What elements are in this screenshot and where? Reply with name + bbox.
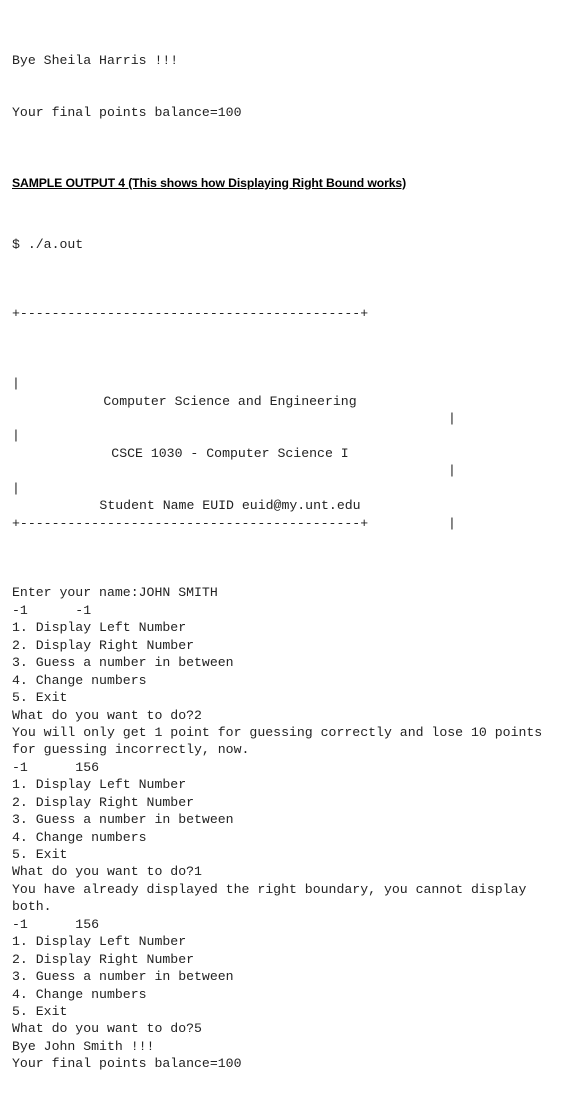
banner-bar-left: | bbox=[12, 428, 20, 444]
transcript-line: 2. Display Right Number bbox=[12, 951, 195, 967]
transcript-line: 5. Exit bbox=[12, 847, 68, 863]
banner-border-bottom: +-------------------------------------------+ bbox=[12, 515, 369, 531]
transcript-line: 2. Display Right Number bbox=[12, 637, 195, 653]
document-page bbox=[12, 17, 584, 1108]
transcript-lines bbox=[12, 584, 584, 1072]
banner-bar-right: | bbox=[448, 515, 456, 531]
transcript-line: 3. Guess a number in between bbox=[12, 655, 234, 671]
transcript-line: What do you want to do?5 bbox=[12, 1021, 202, 1037]
transcript-line: Enter your name:JOHN SMITH bbox=[12, 585, 218, 601]
console-output-block bbox=[12, 201, 584, 1108]
transcript-line: 3. Guess a number in between bbox=[12, 969, 234, 985]
previous-output-block bbox=[12, 17, 584, 157]
transcript-line: 5. Exit bbox=[12, 690, 68, 706]
banner-bar-right: | bbox=[448, 463, 456, 479]
transcript-line: 4. Change numbers bbox=[12, 829, 147, 845]
transcript-line: both. bbox=[12, 899, 52, 915]
transcript-line: -1 156 bbox=[12, 759, 100, 775]
transcript-line: 1. Display Left Number bbox=[12, 934, 187, 950]
banner-bar-left: | bbox=[12, 480, 20, 496]
banner-bar-right: | bbox=[448, 411, 456, 426]
transcript-line: for guessing incorrectly, now. bbox=[12, 742, 250, 758]
transcript-line: -1 156 bbox=[12, 916, 100, 932]
banner-bar-left: | bbox=[12, 376, 20, 392]
transcript-line: Bye John Smith !!! bbox=[12, 1038, 155, 1054]
banner-text: Student Name EUID euid@my.unt.edu bbox=[99, 498, 361, 514]
transcript-line: 1. Display Left Number bbox=[12, 777, 187, 793]
banner-text: Computer Science and Engineering bbox=[103, 393, 357, 409]
transcript-line: You have already displayed the right boundary, you cannot display bbox=[12, 881, 527, 897]
transcript-line: What do you want to do?2 bbox=[12, 707, 202, 723]
output-line: Your final points balance=100 bbox=[12, 105, 242, 121]
transcript-line: You will only get 1 point for guessing correctly and lose 10 points bbox=[12, 724, 543, 740]
transcript-line: 4. Change numbers bbox=[12, 986, 147, 1002]
transcript-line: 3. Guess a number in between bbox=[12, 812, 234, 828]
transcript-line: What do you want to do?1 bbox=[12, 864, 202, 880]
banner-text: CSCE 1030 - Computer Science I bbox=[111, 445, 349, 461]
banner-line bbox=[12, 410, 584, 479]
transcript-line: 4. Change numbers bbox=[12, 672, 147, 688]
transcript-line: 2. Display Right Number bbox=[12, 794, 195, 810]
section-heading: SAMPLE OUTPUT 4 (This shows how Displaying Right Bound works) bbox=[12, 175, 407, 190]
transcript-line: 1. Display Left Number bbox=[12, 620, 187, 636]
output-line: Bye Sheila Harris !!! bbox=[12, 52, 179, 68]
banner-line bbox=[12, 462, 584, 531]
transcript-line: Your final points balance=100 bbox=[12, 1056, 242, 1072]
command-line: $ ./a.out bbox=[12, 236, 84, 252]
banner-line bbox=[12, 358, 584, 426]
transcript-line: -1 -1 bbox=[12, 602, 92, 618]
banner-border-top: +-------------------------------------------+ bbox=[12, 306, 369, 322]
transcript-line: 5. Exit bbox=[12, 1003, 68, 1019]
